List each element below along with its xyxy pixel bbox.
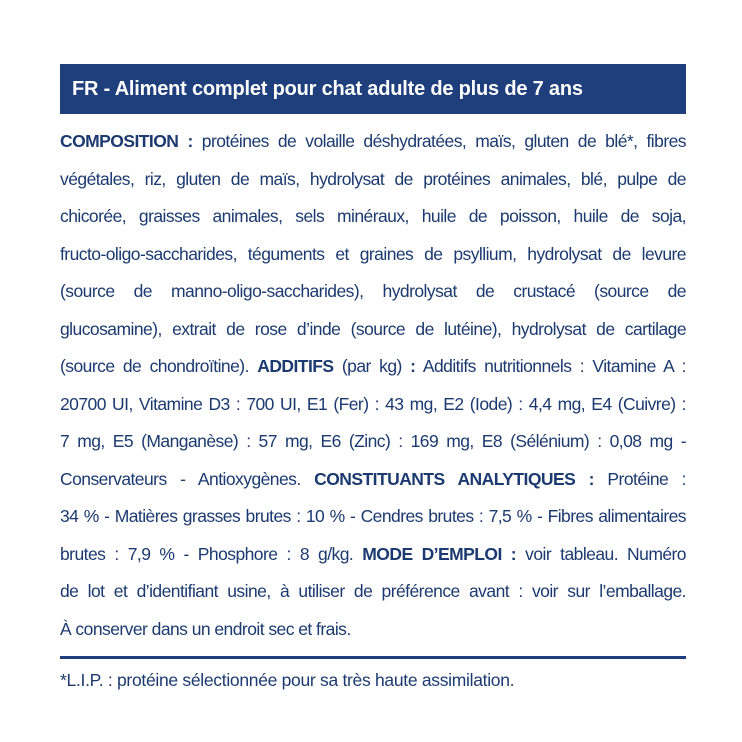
text-line-11: 34 % - Matières grasses brutes : 10 % - Cendres brutes : 7,5 % - Fibres alimentaires — [60, 506, 686, 526]
header-bar — [60, 64, 686, 114]
text-line-1: COMPOSITION : protéines de volaille déshydratées, maïs, gluten de blé*, fibres — [60, 131, 686, 151]
text-line-10: Conservateurs - Antioxygènes. CONSTITUANTS ANALYTIQUES : Protéine : — [60, 468, 686, 489]
language-code: FR - — [72, 77, 111, 100]
text-line-2: végétales, riz, gluten de maïs, hydrolysat de protéines animales, blé, pulpe de — [60, 168, 686, 189]
text-line-5: (source de manno-oligo-saccharides), hydrolysat de crustacé (source de — [60, 281, 686, 301]
text-line-9: 7 mg, E5 (Manganèse) : 57 mg, E6 (Zinc) : 169 mg, E8 (Sélénium) : 0,08 mg - — [60, 431, 686, 451]
additifs-label: ADDITIFS — [257, 356, 334, 376]
product-label-panel — [60, 64, 686, 691]
text-line-3: chicorée, graisses animales, sels minéraux, huile de poisson, huile de soja, — [60, 206, 686, 226]
text-line-4: fructo-oligo-saccharides, téguments et graines de psyllium, hydrolysat de levure — [60, 243, 686, 264]
text-line-12: brutes : 7,9 % - Phosphore : 8 g/kg. MODE D’EMPLOI : voir tableau. Numéro — [60, 543, 686, 564]
composition-label: COMPOSITION : — [60, 131, 193, 151]
mode-emploi-label: MODE D’EMPLOI : — [362, 543, 517, 564]
divider-rule — [60, 656, 686, 659]
constituants-label: CONSTITUANTS ANALYTIQUES : — [314, 468, 594, 489]
composition-text — [60, 123, 686, 648]
text-line-7: (source de chondroïtine). ADDITIFS (par kg) : Additifs nutritionnels : Vitamine A : — [60, 356, 686, 376]
text-line-8: 20700 UI, Vitamine D3 : 700 UI, E1 (Fer) : 43 mg, E2 (Iode) : 4,4 mg, E4 (Cuivre) : — [60, 393, 686, 414]
text-line-6: glucosamine), extrait de rose d’inde (source de lutéine), hydrolysat de cartilage — [60, 318, 686, 339]
text-line-14: À conserver dans un endroit sec et frais. — [60, 618, 351, 639]
header-title: Aliment complet pour chat adulte de plus de 7 ans — [110, 77, 583, 100]
footnote: *L.I.P. : protéine sélectionnée pour sa très haute assimilation. — [60, 670, 515, 690]
text-line-13: de lot et d’identifiant usine, à utiliser de préférence avant : voir sur l’emballage. — [60, 581, 686, 601]
